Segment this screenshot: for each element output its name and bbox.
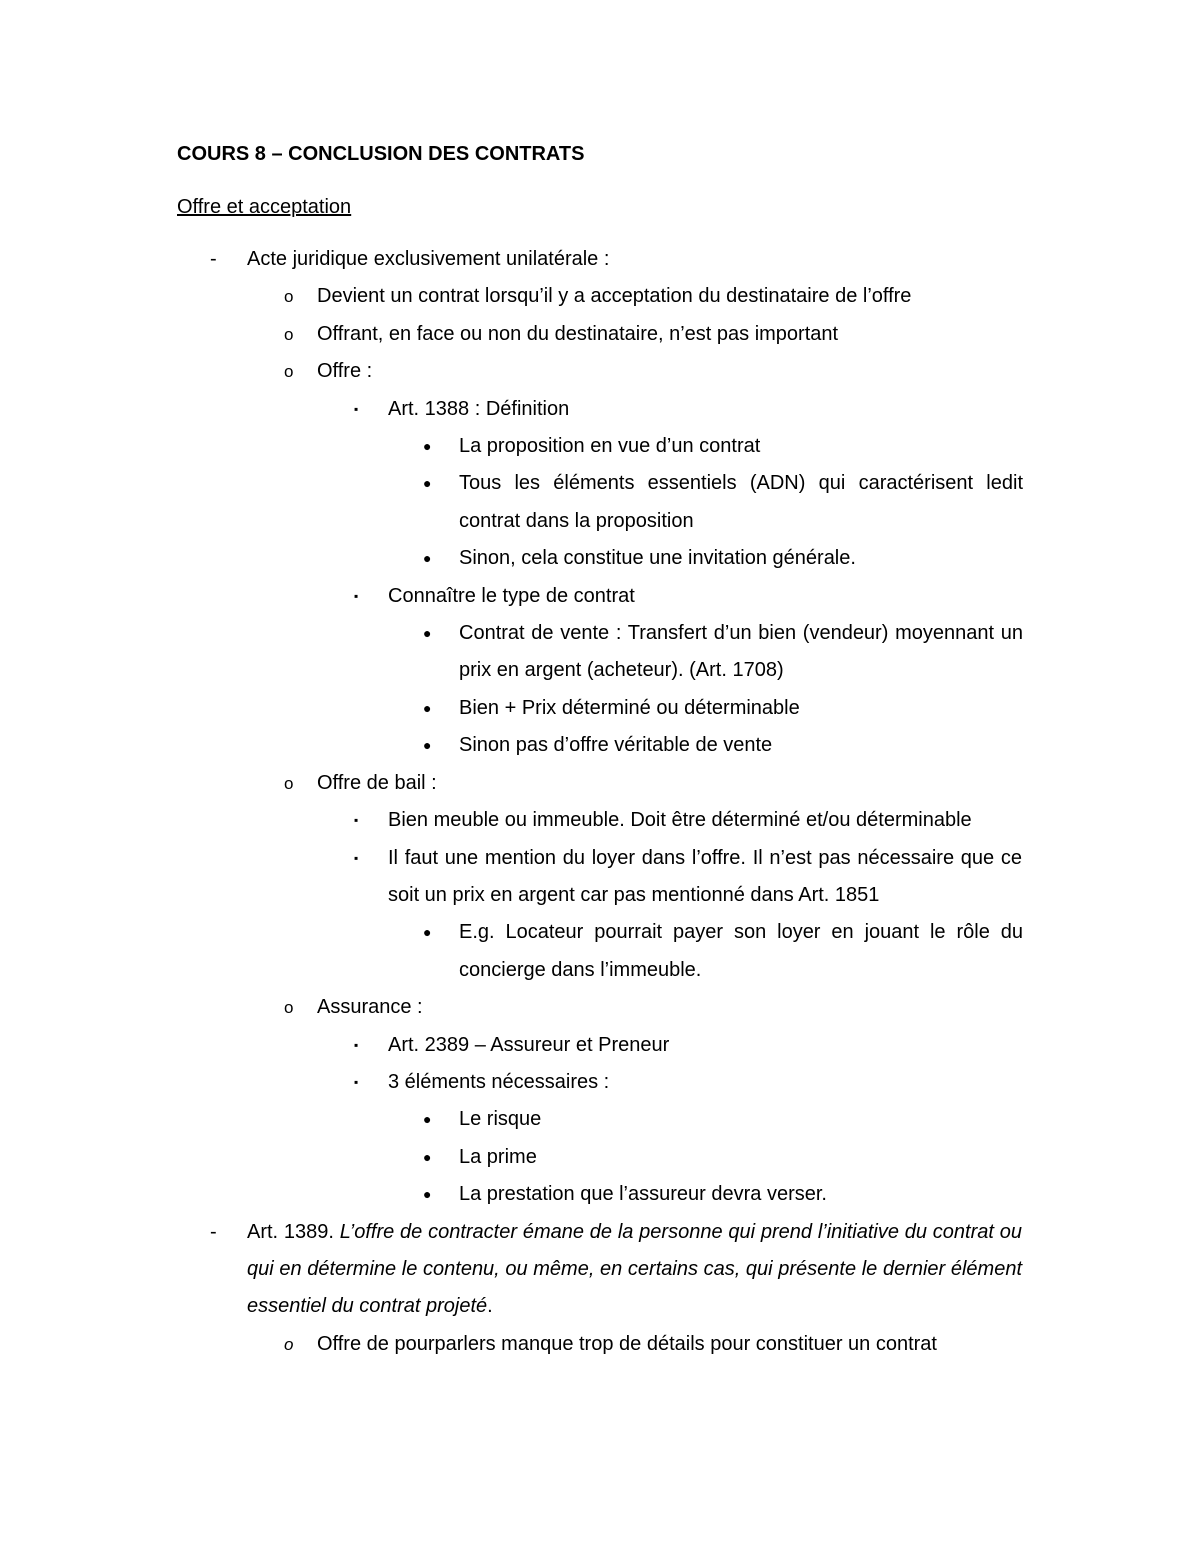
list-item-text [317, 316, 1022, 353]
circle-marker: o [284, 998, 294, 1018]
list-item [0, 989, 1200, 1026]
list-item [0, 690, 1200, 727]
list-item [0, 1214, 1200, 1326]
list-item-text [388, 1064, 1022, 1101]
list-item [0, 1101, 1200, 1138]
dash-marker: - [210, 248, 217, 270]
list-item-text [388, 840, 1022, 915]
circle-marker: o [284, 362, 294, 382]
list-item-text [459, 914, 1023, 989]
list-item-text [459, 615, 1023, 690]
list-item-text [459, 1139, 1023, 1176]
list-item-text [459, 727, 1023, 764]
list-item [0, 840, 1200, 915]
round-bullet-icon: ● [423, 737, 432, 754]
list-item-label: Il faut une mention du loyer dans l’offre. Il n’est pas nécessaire que ce soit un prix en argent car pas mentionné dans Art. 1851 [388, 846, 1022, 906]
round-bullet-icon: ● [423, 1186, 432, 1203]
quoted-article-text: L’offre de contracter émane de la personne qui prend l’initiative du contrat ou qui en détermine le contenu, ou même, en certains cas, qui présente le dernier élément essentiel du contrat projeté [247, 1220, 1022, 1318]
list-item-label: Assurance : [317, 996, 423, 1019]
list-item-label: La proposition en vue d’un contrat [459, 435, 761, 458]
list-item-label: Tous les éléments essentiels (ADN) qui caractérisent ledit contrat dans la proposition [459, 472, 1023, 532]
list-item [0, 615, 1200, 690]
list-item [0, 1027, 1200, 1064]
list-item [0, 1139, 1200, 1176]
list-item-label: E.g. Locateur pourrait payer son loyer en jouant le rôle du concierge dans l’immeuble. [459, 921, 1023, 981]
list-item-suffix: . [487, 1295, 493, 1318]
list-item-label: La prestation que l’assureur devra verser. [459, 1183, 827, 1206]
list-item [0, 765, 1200, 802]
list-item [0, 428, 1200, 465]
round-bullet-icon: ● [423, 1111, 432, 1128]
list-item-text [247, 1214, 1022, 1326]
square-bullet-icon: ▪ [354, 850, 359, 865]
list-item-label: 3 éléments nécessaires : [388, 1070, 610, 1093]
square-bullet-icon: ▪ [354, 813, 359, 828]
round-bullet-icon: ● [423, 550, 432, 567]
list-item-label: Acte juridique exclusivement unilatérale : [247, 248, 610, 270]
round-bullet-icon: ● [423, 924, 432, 941]
round-bullet-icon: ● [423, 625, 432, 642]
round-bullet-icon: ● [423, 438, 432, 455]
list-item-text [388, 578, 1022, 615]
list-item-text [459, 1101, 1023, 1138]
circle-marker: o [284, 287, 294, 307]
list-item [0, 914, 1200, 989]
list-item-text [317, 353, 1022, 390]
list-item-label: Bien + Prix déterminé ou déterminable [459, 696, 800, 719]
list-item [0, 1326, 1200, 1363]
list-item-label: Offre de bail : [317, 771, 437, 794]
list-item [0, 802, 1200, 839]
list-item-text [459, 428, 1023, 465]
list-item-label: La prime [459, 1145, 537, 1168]
square-bullet-icon: ▪ [354, 1037, 359, 1052]
list-item-text [459, 540, 1023, 577]
list-item [0, 1064, 1200, 1101]
list-item-label: Sinon, cela constitue une invitation générale. [459, 547, 856, 570]
list-item-text [317, 765, 1022, 802]
list-item-label: Art. 2389 – Assureur et Preneur [388, 1033, 670, 1056]
round-bullet-icon: ● [423, 1148, 432, 1165]
list-item-label: Offre de pourparlers manque trop de détails pour constituer un contrat [317, 1332, 937, 1355]
list-item [0, 465, 1200, 540]
list-item-label: Devient un contrat lorsqu’il y a acceptation du destinataire de l’offre [317, 285, 912, 308]
section-heading: Offre et acceptation [177, 196, 352, 218]
list-item-label: Art. 1388 : Définition [388, 397, 570, 420]
list-item-text [247, 241, 1022, 278]
list-item [0, 391, 1200, 428]
list-item [0, 578, 1200, 615]
list-item-text [317, 1326, 1022, 1363]
list-item [0, 353, 1200, 390]
list-item [0, 241, 1200, 278]
list-item-text [459, 1176, 1023, 1213]
list-item-label: Bien meuble ou immeuble. Doit être déterminé et/ou déterminable [388, 809, 972, 832]
dash-marker: - [210, 1220, 217, 1243]
list-item-label: Offrant, en face ou non du destinataire, n’est pas important [317, 322, 839, 345]
list-item [0, 727, 1200, 764]
outline-list [0, 241, 1200, 1363]
list-item-label: Art. 1389. [247, 1220, 340, 1243]
circle-marker: o [284, 773, 294, 793]
square-bullet-icon: ▪ [354, 401, 359, 416]
list-item [0, 316, 1200, 353]
document-title: COURS 8 – CONCLUSION DES CONTRATS [177, 143, 585, 165]
list-item-text [388, 1027, 1022, 1064]
list-item-label: Contrat de vente : Transfert d’un bien (vendeur) moyennant un prix en argent (acheteur). (Art. 1708) [459, 622, 1023, 682]
circle-marker: o [284, 1334, 294, 1354]
round-bullet-icon: ● [423, 699, 432, 716]
square-bullet-icon: ▪ [354, 588, 359, 603]
list-item-label: Sinon pas d’offre véritable de vente [459, 734, 773, 757]
list-item [0, 540, 1200, 577]
list-item-text [388, 802, 1022, 839]
list-item-text [317, 989, 1022, 1026]
list-item [0, 278, 1200, 315]
list-item-text [317, 278, 1022, 315]
list-item-text [459, 690, 1023, 727]
list-item-label: Connaître le type de contrat [388, 584, 635, 607]
list-item-label: Offre : [317, 360, 373, 383]
circle-marker: o [284, 324, 294, 344]
list-item-text [459, 465, 1023, 540]
square-bullet-icon: ▪ [354, 1074, 359, 1089]
list-item-label: Le risque [459, 1108, 542, 1131]
list-item-text [388, 391, 1022, 428]
round-bullet-icon: ● [423, 475, 432, 492]
list-item [0, 1176, 1200, 1213]
